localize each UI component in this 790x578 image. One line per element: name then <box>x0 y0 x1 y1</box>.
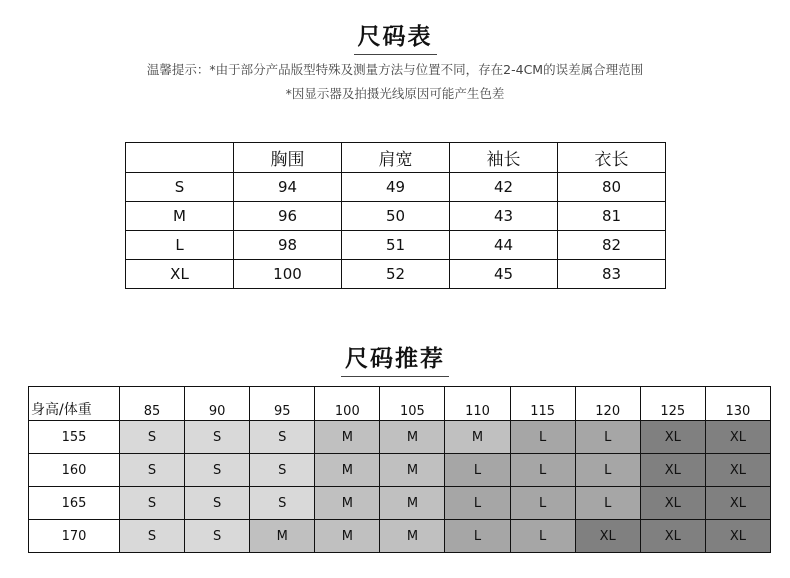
size-cell: S <box>185 520 250 553</box>
table-row <box>29 487 771 520</box>
table-cell: S <box>126 173 234 202</box>
size-cell: S <box>250 454 315 487</box>
weight-header: 100 <box>315 387 380 421</box>
size-table <box>125 142 666 289</box>
height-label: 155 <box>29 421 120 454</box>
table-cell: 45 <box>450 260 558 289</box>
size-cell: XL <box>575 520 640 553</box>
size-cell: M <box>315 454 380 487</box>
size-cell: S <box>120 454 185 487</box>
size-cell: S <box>250 487 315 520</box>
size-cell: L <box>445 487 510 520</box>
size-cell: XL <box>705 520 770 553</box>
size-table-header: 肩宽 <box>342 143 450 173</box>
size-cell: XL <box>640 421 705 454</box>
size-cell: L <box>445 454 510 487</box>
table-row <box>29 520 771 553</box>
weight-header: 125 <box>640 387 705 421</box>
table-cell: XL <box>126 260 234 289</box>
table-cell: M <box>126 202 234 231</box>
table-cell: 83 <box>558 260 666 289</box>
size-table-header <box>126 143 234 173</box>
weight-header: 95 <box>250 387 315 421</box>
weight-header: 115 <box>510 387 575 421</box>
weight-header: 90 <box>185 387 250 421</box>
size-cell: L <box>510 520 575 553</box>
table-cell: 94 <box>234 173 342 202</box>
size-cell: M <box>380 520 445 553</box>
size-cell: L <box>575 421 640 454</box>
size-cell: S <box>250 421 315 454</box>
table-row <box>126 173 666 202</box>
note-line-1: 温馨提示：*由于部分产品版型特殊及测量方法与位置不同，存在2-4CM的误差属合理范围 <box>146 62 644 77</box>
recommendation-title-text: 尺码推荐 <box>341 340 449 377</box>
size-cell: S <box>185 487 250 520</box>
table-cell: L <box>126 231 234 260</box>
size-cell: M <box>445 421 510 454</box>
size-cell: L <box>510 421 575 454</box>
table-cell: 96 <box>234 202 342 231</box>
size-table-header: 胸围 <box>234 143 342 173</box>
weight-header: 105 <box>380 387 445 421</box>
size-cell: M <box>315 421 380 454</box>
size-cell: M <box>380 487 445 520</box>
size-cell: M <box>250 520 315 553</box>
size-cell: L <box>575 487 640 520</box>
size-cell: S <box>185 454 250 487</box>
table-cell: 80 <box>558 173 666 202</box>
size-cell: XL <box>640 454 705 487</box>
table-cell: 44 <box>450 231 558 260</box>
table-row <box>29 421 771 454</box>
table-cell: 43 <box>450 202 558 231</box>
size-cell: XL <box>705 454 770 487</box>
size-cell: M <box>315 487 380 520</box>
table-cell: 49 <box>342 173 450 202</box>
size-cell: XL <box>705 487 770 520</box>
table-cell: 42 <box>450 173 558 202</box>
weight-header-row <box>29 387 771 421</box>
size-cell: XL <box>640 487 705 520</box>
size-cell: XL <box>640 520 705 553</box>
table-row <box>126 231 666 260</box>
weight-header: 120 <box>575 387 640 421</box>
size-cell: L <box>510 487 575 520</box>
weight-header: 130 <box>705 387 770 421</box>
table-cell: 52 <box>342 260 450 289</box>
size-cell: S <box>120 520 185 553</box>
size-cell: M <box>315 520 380 553</box>
size-cell: S <box>120 421 185 454</box>
note-line-2: *因显示器及拍摄光线原因可能产生色差 <box>285 86 505 101</box>
size-table-header-row <box>126 143 666 173</box>
size-cell: L <box>510 454 575 487</box>
weight-header: 110 <box>445 387 510 421</box>
table-cell: 100 <box>234 260 342 289</box>
recommendation-title <box>0 340 790 377</box>
table-cell: 50 <box>342 202 450 231</box>
size-chart-title <box>0 18 790 55</box>
size-table-header: 袖长 <box>450 143 558 173</box>
table-row <box>126 202 666 231</box>
size-table-header: 衣长 <box>558 143 666 173</box>
table-cell: 82 <box>558 231 666 260</box>
height-label: 170 <box>29 520 120 553</box>
size-cell: L <box>575 454 640 487</box>
recommendation-table <box>28 386 771 553</box>
table-cell: 98 <box>234 231 342 260</box>
table-row <box>126 260 666 289</box>
weight-header: 85 <box>120 387 185 421</box>
height-weight-corner: 身高/体重 <box>29 387 120 421</box>
size-cell: M <box>380 454 445 487</box>
table-cell: 81 <box>558 202 666 231</box>
height-label: 165 <box>29 487 120 520</box>
size-cell: L <box>445 520 510 553</box>
size-cell: XL <box>705 421 770 454</box>
size-chart-title-text: 尺码表 <box>354 18 437 55</box>
height-label: 160 <box>29 454 120 487</box>
table-row <box>29 454 771 487</box>
table-cell: 51 <box>342 231 450 260</box>
size-cell: S <box>185 421 250 454</box>
size-cell: M <box>380 421 445 454</box>
size-cell: S <box>120 487 185 520</box>
